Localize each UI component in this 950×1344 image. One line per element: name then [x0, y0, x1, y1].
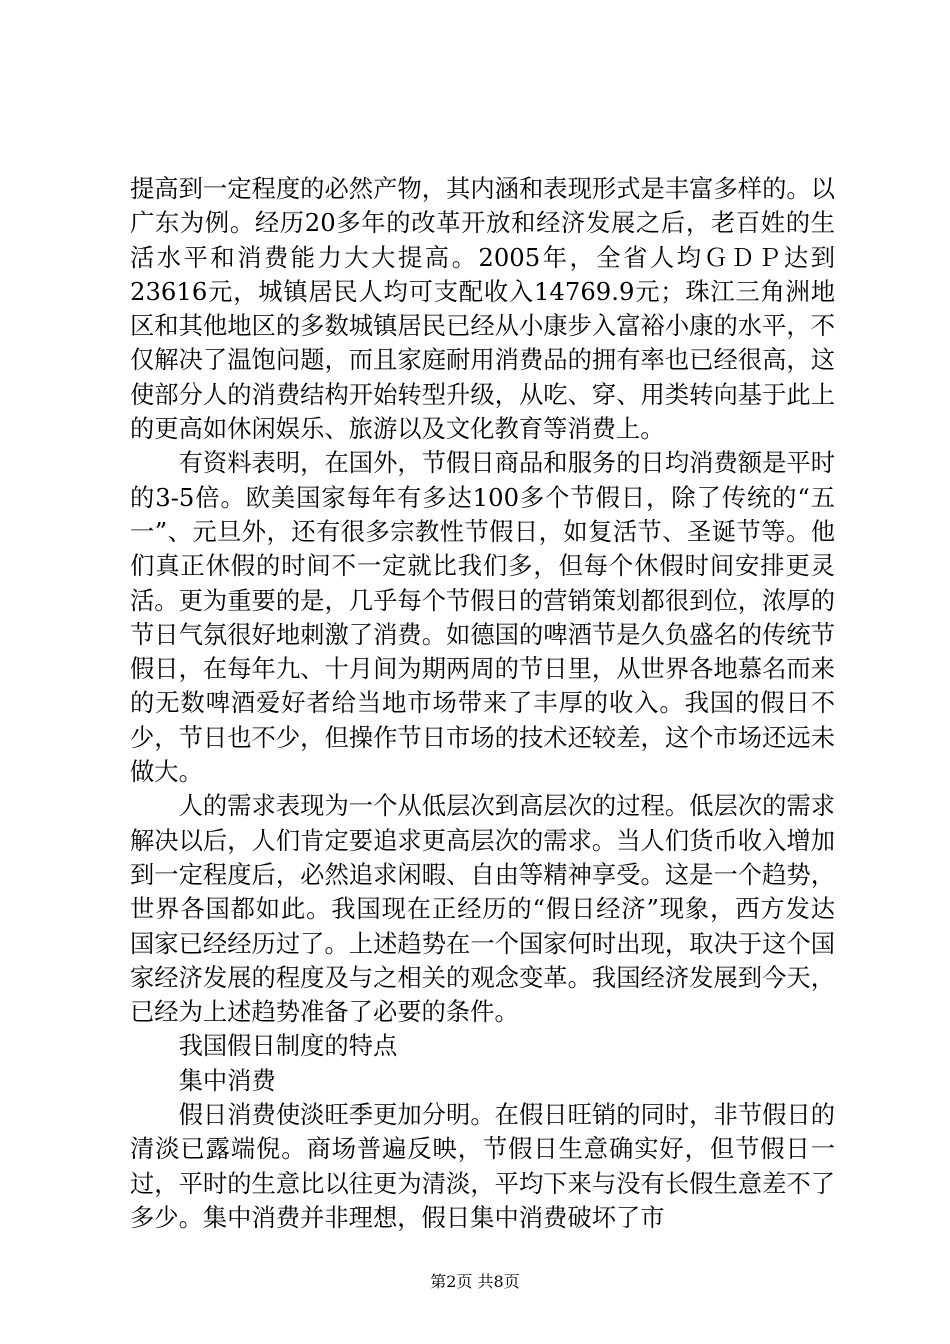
paragraph-holiday-abroad: 有资料表明，在国外，节假日商品和服务的日均消费额是平时的3-5倍。欧美国家每年有多达100多个节假日，除了传统的“五一”、元旦外，还有很多宗教性节假日，如复活节、圣诞节等。他们真正休假的时间不一定就比我们多，但每个休假时间安排更灵活。更为重要的是，几乎每个节假日的营销策划都很到位，浓厚的节日气氛很好地刺激了消费。如德国的啤酒节是久负盛名的传统节假日，在每年九、十月间为期两周的节日里，从世界各地慕名而来的无数啤酒爱好者给当地市场带来了丰厚的收入。我国的假日不少，节日也不少，但操作节日市场的技术还较差，这个市场还远未做大。 — [130, 448, 835, 787]
paragraph-human-needs: 人的需求表现为一个从低层次到高层次的过程。低层次的需求解决以后，人们肯定要追求更高层次的需求。当人们货币收入增加到一定程度后，必然追求闲暇、自由等精神享受。这是一个趋势，世界各国都如此。我国现在正经历的“假日经济”现象，西方发达国家已经经历过了。上述趋势在一个国家何时出现，取决于这个国家经济发展的程度及与之相关的观念变革。我国经济发展到今天，已经为上述趋势准备了必要的条件。 — [130, 791, 835, 1027]
paragraph-continuation: 提高到一定程度的必然产物，其内涵和表现形式是丰富多样的。以广东为例。经历20多年的改革开放和经济发展之后，老百姓的生活水平和消费能力大大提高。2005年，全省人均ＧＤＰ达到23616元，城镇居民人均可支配收入14769.9元；珠江三角洲地区和其他地区的多数城镇居民已经从小康步入富裕小康的水平，不仅解决了温饱问题，而且家庭耐用消费品的拥有率也已经很高，这使部分人的消费结构开始转型升级，从吃、穿、用类转向基于此上的更高如休闲娱乐、旅游以及文化教育等消费上。 — [130, 174, 835, 444]
page-footer — [0, 1272, 950, 1292]
document-body — [130, 172, 835, 1235]
page-indicator: 第2页 共8页 — [430, 1272, 520, 1291]
subheading: 集中消费 — [178, 1065, 276, 1095]
paragraph-concentrated-consumption: 假日消费使淡旺季更加分明。在假日旺销的同时，非节假日的清淡已露端倪。商场普遍反映，节假日生意确实好，但节假日一过，平时的生意比以往更为清淡，平均下来与没有长假生意差不了多少。集中消费并非理想，假日集中消费破坏了市 — [130, 1100, 835, 1232]
section-heading: 我国假日制度的特点 — [178, 1031, 398, 1061]
